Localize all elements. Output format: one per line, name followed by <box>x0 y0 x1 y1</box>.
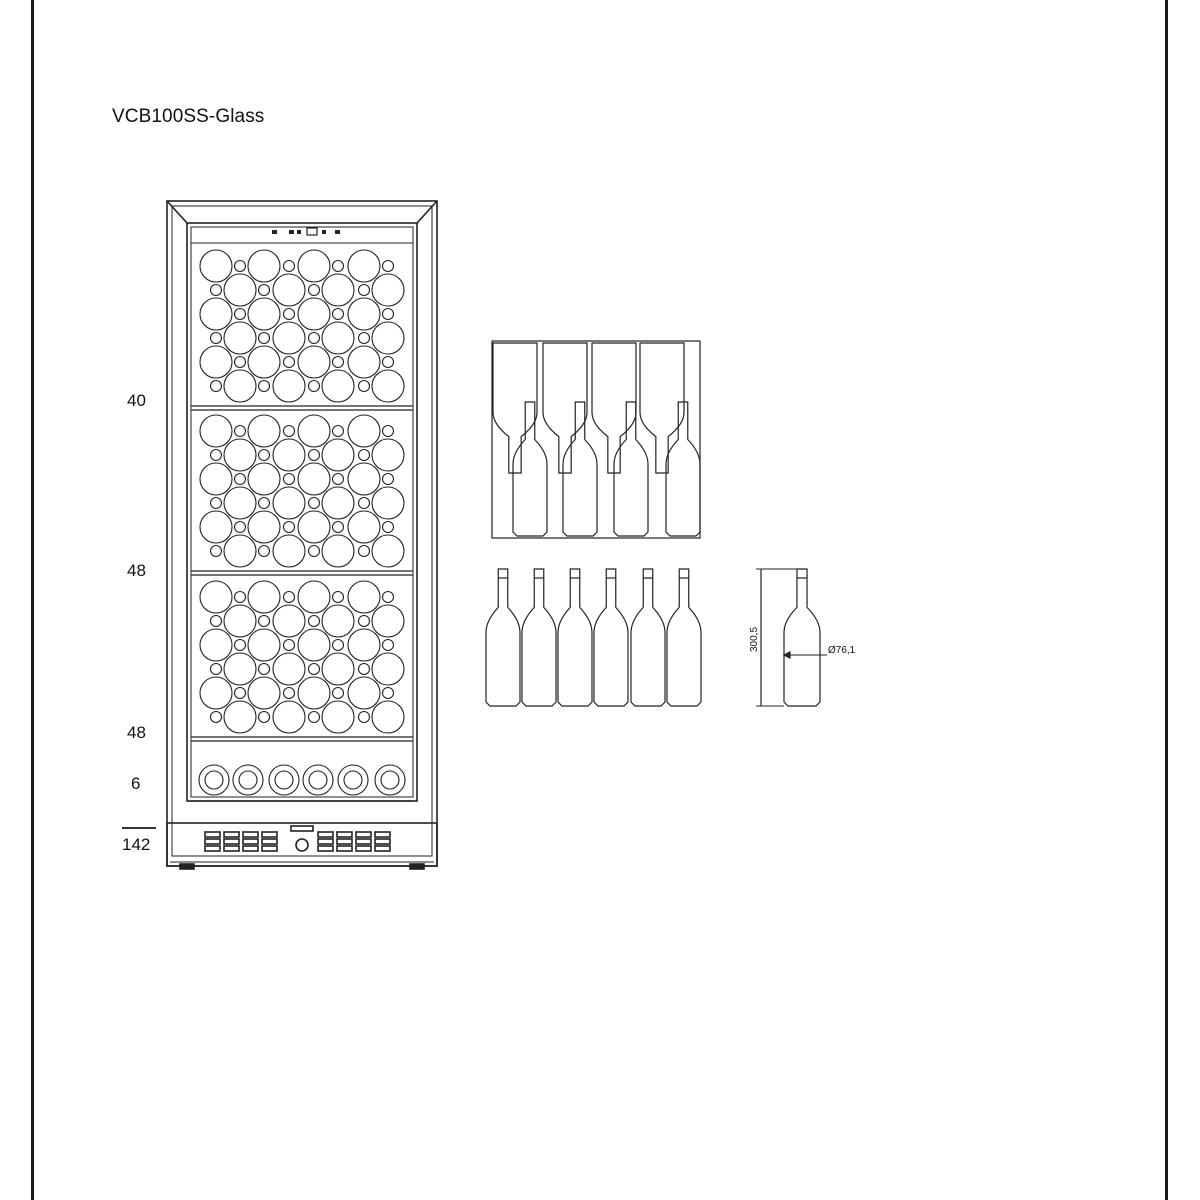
bottle-end <box>248 629 280 661</box>
vent-slot <box>356 846 371 851</box>
bottle-end <box>298 463 330 495</box>
bottle-neck-end <box>235 688 246 699</box>
bottle-neck-end <box>333 261 344 272</box>
bottle-neck-end <box>383 688 394 699</box>
total-capacity-label: 142 <box>122 835 151 854</box>
bottle-dimension-drawing-icon <box>756 569 827 706</box>
bottle-end <box>224 322 256 354</box>
upright-bottle-icon <box>563 402 597 536</box>
bottle-base <box>303 765 333 795</box>
bottle-end <box>322 487 354 519</box>
bottle-end <box>273 439 305 471</box>
bottle-end <box>348 677 380 709</box>
bottle-end <box>348 250 380 282</box>
bottle-end <box>273 535 305 567</box>
bottle-stack-side-view-icon <box>492 341 700 538</box>
control-button-icon <box>297 230 301 234</box>
bottle-neck-end <box>284 261 295 272</box>
bottle-neck-end <box>259 333 270 344</box>
control-button-icon <box>335 230 340 234</box>
bottle-neck-end <box>259 381 270 392</box>
bottle-end <box>348 629 380 661</box>
bottle-end <box>298 415 330 447</box>
bottle-neck-end <box>383 640 394 651</box>
bottle-end <box>348 511 380 543</box>
bottle-end <box>372 535 404 567</box>
control-button-icon <box>272 230 277 234</box>
bottle-base <box>233 765 263 795</box>
bottle-neck-end <box>309 450 320 461</box>
wine-bottle-icon <box>522 569 556 706</box>
upright-bottle-icon <box>513 402 547 536</box>
bottle-end <box>224 535 256 567</box>
wine-bottle-icon <box>594 569 628 706</box>
bottle-neck-end <box>333 426 344 437</box>
vent-slot <box>356 832 371 837</box>
bottle-neck-end <box>359 616 370 627</box>
bottle-end <box>298 250 330 282</box>
bottle-end <box>372 605 404 637</box>
bottle-neck-end <box>333 592 344 603</box>
bottle-end <box>298 511 330 543</box>
vent-slot <box>243 839 258 844</box>
bottle-end <box>224 439 256 471</box>
bottle-end <box>348 581 380 613</box>
bottle-end <box>200 463 232 495</box>
bottle-neck-end <box>211 381 222 392</box>
vent-slot <box>318 839 333 844</box>
bottle-neck-end <box>284 522 295 533</box>
bottle-neck-end <box>359 498 370 509</box>
bottle-neck-end <box>333 309 344 320</box>
bottle-neck-end <box>383 426 394 437</box>
bottle-end <box>273 370 305 402</box>
bottle-end <box>200 250 232 282</box>
bottle-neck-end <box>333 688 344 699</box>
bottle-neck-end <box>259 450 270 461</box>
bottle-neck-end <box>359 381 370 392</box>
bottle-neck-end <box>383 522 394 533</box>
bottle-neck-end <box>383 309 394 320</box>
vent-slot <box>205 846 220 851</box>
bottle-end <box>248 298 280 330</box>
wine-bottle-icon <box>558 569 592 706</box>
bottle-end <box>273 653 305 685</box>
bottle-neck-end <box>235 522 246 533</box>
wine-bottle-icon <box>486 569 520 706</box>
vent-slot <box>337 832 352 837</box>
bottle-neck-end <box>211 450 222 461</box>
bottle-end <box>372 274 404 306</box>
bottle-neck-end <box>383 474 394 485</box>
bottle-neck-end <box>235 640 246 651</box>
bottle-end <box>348 463 380 495</box>
bottle-end <box>372 322 404 354</box>
bottle-end <box>200 415 232 447</box>
bottle-ends-grid <box>199 250 405 795</box>
vent-slot <box>356 839 371 844</box>
bottle-end <box>372 701 404 733</box>
bottle-end <box>200 581 232 613</box>
wine-bottle-icon <box>784 569 820 706</box>
bottle-neck-end <box>309 381 320 392</box>
bottle-base-inner <box>344 771 362 789</box>
bottle-neck-end <box>211 712 222 723</box>
bottle-end <box>200 298 232 330</box>
bottle-neck-end <box>284 688 295 699</box>
bottle-neck-end <box>284 474 295 485</box>
vent-slot <box>318 846 333 851</box>
bottle-neck-end <box>383 261 394 272</box>
bottle-neck-end <box>309 285 320 296</box>
vent-slot <box>224 839 239 844</box>
vent-slot <box>262 832 277 837</box>
bottle-end <box>372 370 404 402</box>
bottle-end <box>273 274 305 306</box>
bottle-end <box>273 605 305 637</box>
model-title: VCB100SS-Glass <box>112 106 265 127</box>
bottle-end <box>298 346 330 378</box>
bottle-end <box>248 581 280 613</box>
bottle-end <box>200 511 232 543</box>
bottle-height-label: 300,5 <box>749 626 760 652</box>
vent-slot <box>224 832 239 837</box>
bottle-neck-end <box>211 285 222 296</box>
shelf-capacity-label-2: 48 <box>127 561 146 580</box>
bottle-neck-end <box>359 333 370 344</box>
shelf-capacity-label-4: 6 <box>131 774 141 793</box>
bottle-neck-end <box>259 285 270 296</box>
bottle-neck-end <box>235 592 246 603</box>
bottle-neck-end <box>309 498 320 509</box>
vent-slot <box>318 832 333 837</box>
inverted-bottle-icon <box>592 343 636 473</box>
vent-slot <box>337 839 352 844</box>
bottle-neck-end <box>211 333 222 344</box>
control-button-icon <box>322 230 326 234</box>
vent-slot <box>262 846 277 851</box>
bottle-base-inner <box>309 771 327 789</box>
wine-bottle-icon <box>667 569 701 706</box>
bottle-end <box>322 653 354 685</box>
bottle-end <box>322 701 354 733</box>
bottle-neck-end <box>359 546 370 557</box>
bottle-end <box>298 677 330 709</box>
bottle-end <box>322 370 354 402</box>
wine-cooler-front-view-icon <box>167 201 437 869</box>
bottle-neck-end <box>211 546 222 557</box>
bottle-neck-end <box>235 357 246 368</box>
bottle-base <box>269 765 299 795</box>
upright-bottle-icon <box>666 402 700 536</box>
bottle-end <box>298 298 330 330</box>
bottle-end <box>224 487 256 519</box>
bottle-end <box>200 677 232 709</box>
bottle-neck-end <box>359 450 370 461</box>
bottle-end <box>248 415 280 447</box>
bottle-neck-end <box>309 712 320 723</box>
bottle-base-inner <box>205 771 223 789</box>
bottle-end <box>273 322 305 354</box>
bottle-neck-end <box>259 498 270 509</box>
bottle-end <box>248 250 280 282</box>
bottles-row-icon <box>486 569 701 706</box>
vent-slot <box>375 839 390 844</box>
bottle-neck-end <box>359 712 370 723</box>
bottle-neck-end <box>383 592 394 603</box>
bottle-neck-end <box>284 426 295 437</box>
bottle-end <box>224 701 256 733</box>
bottle-end <box>248 463 280 495</box>
bottle-base <box>199 765 229 795</box>
shelf-capacity-label-1: 40 <box>127 391 146 410</box>
bottle-end <box>248 511 280 543</box>
bottle-neck-end <box>333 357 344 368</box>
bottle-neck-end <box>235 474 246 485</box>
bottle-base <box>375 765 405 795</box>
bottle-neck-end <box>309 333 320 344</box>
bottle-end <box>200 629 232 661</box>
bottle-neck-end <box>259 546 270 557</box>
control-button-icon <box>289 230 294 234</box>
bottle-neck-end <box>383 357 394 368</box>
inverted-bottle-icon <box>640 343 684 473</box>
bottle-neck-end <box>309 546 320 557</box>
vent-slot <box>243 832 258 837</box>
bottle-end <box>372 653 404 685</box>
bottle-base-inner <box>239 771 257 789</box>
bottle-neck-end <box>211 498 222 509</box>
bottle-end <box>273 701 305 733</box>
bottle-end <box>322 322 354 354</box>
vent-slot <box>375 846 390 851</box>
bottle-neck-end <box>284 309 295 320</box>
bottle-end <box>348 346 380 378</box>
vent-slot <box>243 846 258 851</box>
bottle-neck-end <box>235 426 246 437</box>
control-panel-icons <box>272 228 340 235</box>
bottle-end <box>200 346 232 378</box>
bottle-end <box>273 487 305 519</box>
bottle-base-inner <box>275 771 293 789</box>
bottle-end <box>322 605 354 637</box>
bottle-neck-end <box>359 664 370 675</box>
shelf-capacity-label-3: 48 <box>127 723 146 742</box>
bottle-end <box>248 677 280 709</box>
bottle-neck-end <box>259 664 270 675</box>
display-icon <box>307 228 317 235</box>
bottle-end <box>224 605 256 637</box>
bottle-end <box>372 439 404 471</box>
bottle-neck-end <box>333 474 344 485</box>
bottle-neck-end <box>333 522 344 533</box>
bottle-neck-end <box>259 616 270 627</box>
bottle-neck-end <box>284 357 295 368</box>
bottle-end <box>298 629 330 661</box>
bottle-neck-end <box>235 261 246 272</box>
bottle-end <box>224 274 256 306</box>
bottle-neck-end <box>333 640 344 651</box>
bottle-neck-end <box>211 664 222 675</box>
bottle-end <box>322 274 354 306</box>
bottle-neck-end <box>284 592 295 603</box>
bottle-end <box>298 581 330 613</box>
bottle-neck-end <box>284 640 295 651</box>
bottle-end <box>372 487 404 519</box>
bottle-base <box>338 765 368 795</box>
bottle-neck-end <box>359 285 370 296</box>
bottle-end <box>322 439 354 471</box>
vent-slot <box>205 839 220 844</box>
bottle-neck-end <box>309 664 320 675</box>
bottle-neck-end <box>259 712 270 723</box>
vent-slot <box>224 846 239 851</box>
bottle-end <box>322 535 354 567</box>
bottle-end <box>248 346 280 378</box>
bottle-end <box>348 298 380 330</box>
vent-slot <box>337 846 352 851</box>
vent-slot <box>262 839 277 844</box>
bottle-end <box>224 370 256 402</box>
bottle-end <box>348 415 380 447</box>
bottle-neck-end <box>309 616 320 627</box>
bottle-base-inner <box>381 771 399 789</box>
vent-slot <box>205 832 220 837</box>
vent-slot <box>375 832 390 837</box>
bottle-diameter-label: Ø76,1 <box>828 645 856 656</box>
bottle-end <box>224 653 256 685</box>
bottle-neck-end <box>235 309 246 320</box>
wine-bottle-icon <box>631 569 665 706</box>
bottle-neck-end <box>211 616 222 627</box>
